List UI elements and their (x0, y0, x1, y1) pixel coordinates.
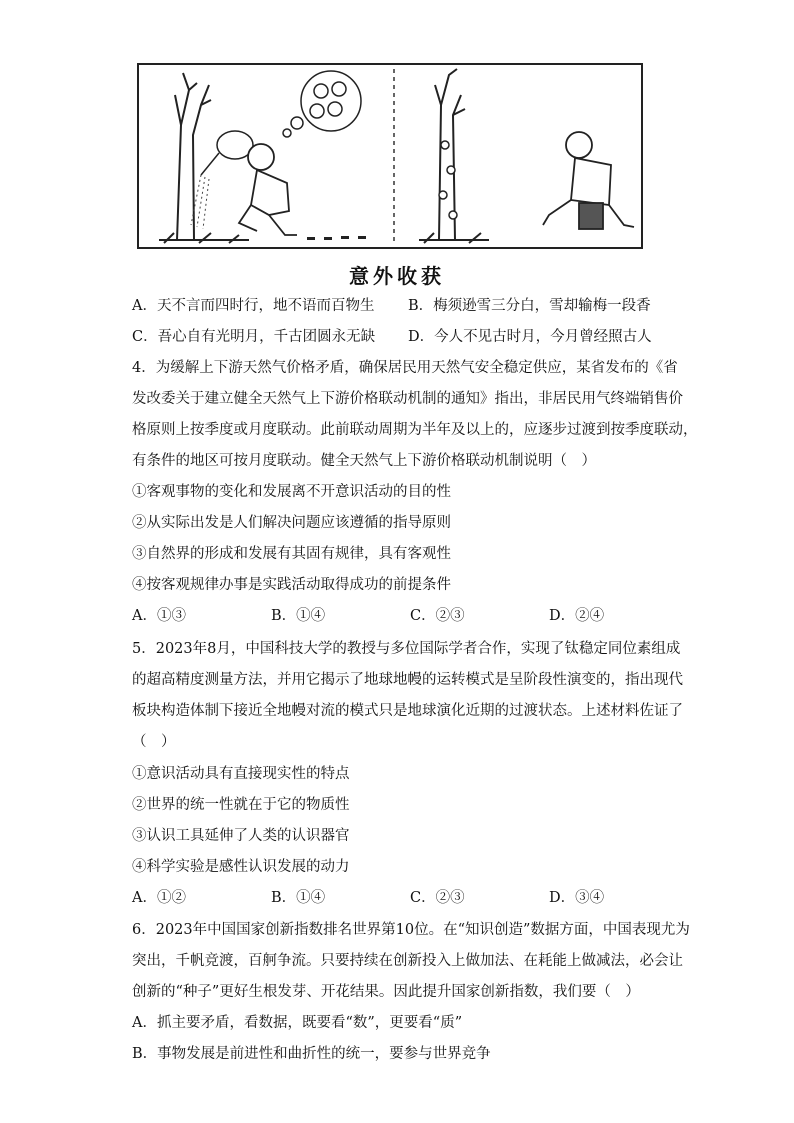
q5-stem-line: 的超高精度测量方法，并用它揭示了地球地幔的运转模式是呈阶段性演变的，指出现代 (132, 672, 683, 688)
q6-stem-line: 突出，千帆竞渡，百舸争流。只要持续在创新投入上做加法、在耗能上做减法，必会让 (132, 953, 683, 969)
q4-option-a: A．①③ (132, 608, 186, 624)
cartoon-figure (137, 63, 643, 249)
q4-statement-3: ③自然界的形成和发展有其固有规律，具有客观性 (132, 546, 451, 562)
q3-option-d: D．今人不见古时月，今月曾经照古人 (408, 329, 652, 345)
q6-stem-line: 创新的“种子”更好生根发芽、开花结果。因此提升国家创新指数，我们要（ ） (132, 984, 640, 1000)
q3-option-a: A．天不言而四时行，地不语而百物生 (132, 298, 375, 314)
q5-stem-line: （ ） (132, 734, 176, 750)
cartoon-illustration (139, 65, 641, 247)
q5-option-b: B．①④ (271, 890, 326, 906)
q5-stem-line: 5．2023年8月，中国科技大学的教授与多位国际学者合作，实现了钛稳定同位素组成 (132, 641, 681, 657)
q4-option-c: C．②③ (410, 608, 465, 624)
q6-option-b: B．事物发展是前进性和曲折性的统一，要参与世界竞争 (132, 1046, 491, 1062)
q5-stem-line: 板块构造体制下接近全地幔对流的模式只是地球演化近期的过渡状态。上述材料佐证了 (132, 703, 683, 719)
q4-stem-line: 有条件的地区可按月度联动。健全天然气上下游价格联动机制说明（ ） (132, 453, 596, 469)
q4-option-b: B．①④ (271, 608, 326, 624)
q4-statement-4: ④按客观规律办事是实践活动取得成功的前提条件 (132, 577, 451, 593)
q5-option-d: D．③④ (549, 890, 605, 906)
q4-statement-1: ①客观事物的变化和发展离不开意识活动的目的性 (132, 484, 451, 500)
q4-option-d: D．②④ (549, 608, 605, 624)
q4-stem-line: 4．为缓解上下游天然气价格矛盾，确保居民用天然气安全稳定供应，某省发布的《省 (132, 360, 678, 376)
q5-statement-2: ②世界的统一性就在于它的物质性 (132, 797, 350, 813)
q5-option-c: C．②③ (410, 890, 465, 906)
q6-stem-line: 6．2023年中国国家创新指数排名世界第10位。在“知识创造”数据方面，中国表现尤为 (132, 922, 690, 938)
q3-option-b: B．梅须逊雪三分白，雪却输梅一段香 (408, 298, 651, 314)
q4-stem-line: 格原则上按季度或月度联动。此前联动周期为半年及以上的，应逐步过渡到按季度联动， (132, 422, 698, 438)
figure-caption: 意外收获 (349, 264, 445, 288)
q5-statement-3: ③认识工具延伸了人类的认识器官 (132, 828, 350, 844)
q5-statement-1: ①意识活动具有直接现实性的特点 (132, 766, 350, 782)
q4-stem-line: 发改委关于建立健全天然气上下游价格联动机制的通知》指出，非居民用气终端销售价 (132, 391, 683, 407)
q4-statement-2: ②从实际出发是人们解决问题应该遵循的指导原则 (132, 515, 451, 531)
q5-option-a: A．①② (132, 890, 186, 906)
q5-statement-4: ④科学实验是感性认识发展的动力 (132, 859, 350, 875)
q6-option-a: A．抓主要矛盾，看数据，既要看“数”，更要看“质” (132, 1015, 463, 1031)
q3-option-c: C．吾心自有光明月，千古团圆永无缺 (132, 329, 376, 345)
